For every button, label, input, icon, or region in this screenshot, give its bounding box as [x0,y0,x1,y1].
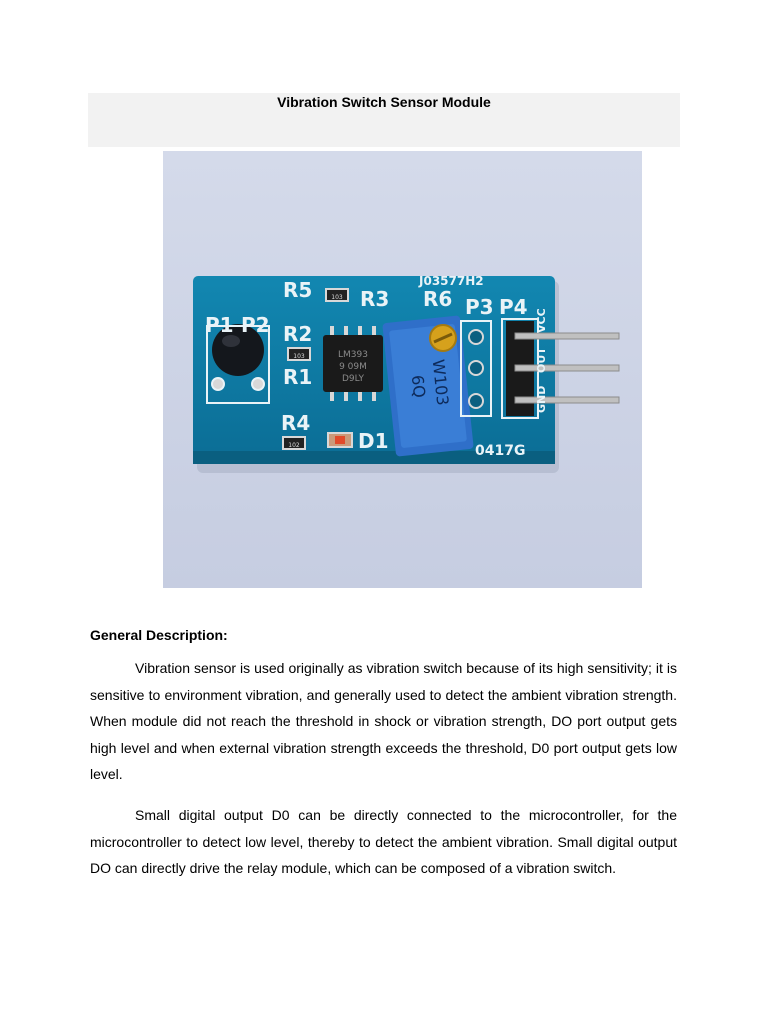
document-title: Vibration Switch Sensor Module [277,94,491,110]
pin-label-gnd: GND [535,385,548,413]
chip-label-1: LM393 [338,350,368,360]
title-bar [88,93,680,147]
label-p1: P1 [205,313,234,337]
pin-label-vcc: VCC [535,308,548,333]
sensor-module-image [163,151,642,588]
pot-label-2: 6Q [407,374,430,399]
description-paragraph-1: Vibration sensor is used originally as vibration switch because of its high sensitivity; it is sensitive to environment vibration, and generally used to detect the ambient vibration strength. When module did not reach the threshold in shock or vibration strength, DO port output gets high level and when external vibration strength exceeds the threshold, D0 port output gets low level. [90,660,677,782]
label-r4: R4 [281,411,311,435]
label-r3: R3 [360,287,390,311]
sensor-module-photo [163,151,642,588]
label-p2: P2 [241,313,270,337]
label-r5: R5 [283,278,313,302]
label-d1: D1 [358,429,389,453]
board-serial: J03577H2 [419,274,484,288]
chip-label-3: D9LY [342,374,364,384]
pin-label-out: OUT [535,347,548,373]
description-paragraph-2: Small digital output D0 can be directly connected to the microcontroller, for the microcontroller to detect low level, thereby to detect the ambient vibration. Small digital output DO can directly drive the relay module, which can be composed of a vibration switch. [90,807,677,876]
board-date-code: 0417G [475,443,526,459]
pot-label-1: W103 [428,358,453,407]
resistor-r2-code: 103 [293,353,305,360]
label-r6: R6 [423,287,453,311]
label-p4: P4 [499,295,528,319]
label-r1: R1 [283,365,313,389]
label-r2: R2 [283,322,313,346]
section-heading: General Description: [90,627,228,643]
label-p3: P3 [465,295,494,319]
resistor-r4-code: 102 [288,442,300,449]
chip-label-2: 9 09M [339,362,367,372]
resistor-r5-code: 103 [331,294,343,301]
